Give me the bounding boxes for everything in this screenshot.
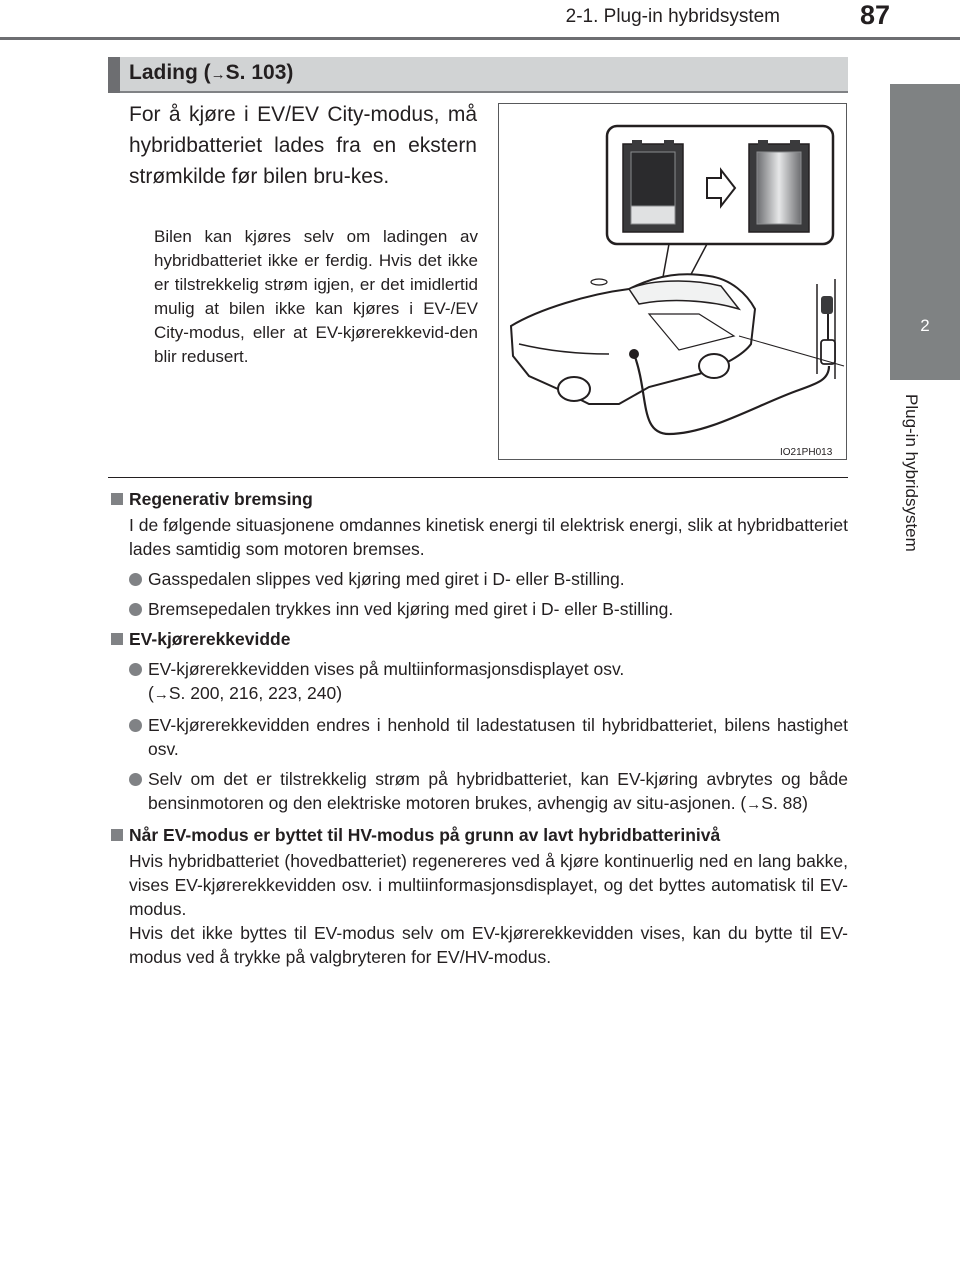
front-wheel — [558, 377, 590, 401]
page-number: 87 — [859, 0, 890, 30]
body-content — [108, 487, 848, 969]
intro-paragraph: For å kjøre i EV/EV City-modus, må hybridbatteriet lades fra en ekstern strømkilde før bilen bru-kes. — [129, 103, 477, 188]
charging-illustration — [498, 103, 847, 460]
subheading-text: Når EV-modus er byttet til HV-modus på grunn av lavt hybridbatterinivå — [129, 825, 721, 845]
reference-arrow-icon: → — [210, 66, 226, 83]
list-item — [108, 767, 848, 817]
section-page-ref[interactable]: S. 103) — [225, 61, 294, 84]
circle-bullet-icon — [129, 573, 142, 586]
paragraph: Hvis hybridbatteriet (hovedbatteriet) regenereres ved å kjøre kontinuerlig ned en lang bakke, vises EV-kjørerekkevidden osv. i multiinformasjonsdisplayet, og det byttes automatisk til EV-modus. — [129, 851, 848, 919]
subheading-ev-range — [108, 627, 848, 651]
page-reference[interactable]: S. 88) — [761, 793, 808, 813]
list-item — [108, 713, 848, 761]
list-item-text: EV-kjørerekkevidden vises på multiinformasjonsdisplayet osv. — [148, 659, 625, 679]
ref-paren: ( — [148, 683, 154, 703]
reference-arrow-icon: → — [153, 686, 169, 703]
reference-arrow-icon: → — [746, 796, 762, 813]
circle-bullet-icon — [129, 663, 142, 676]
circle-bullet-icon — [129, 719, 142, 732]
page-reference[interactable]: S. 200, 216, 223, 240) — [168, 683, 343, 703]
running-header-section: 2-1. Plug-in hybridsystem — [565, 6, 780, 27]
square-bullet-icon — [111, 493, 123, 505]
car-charging-drawing — [499, 104, 846, 459]
intro-note: Bilen kan kjøres selv om ladingen av hybridbatteriet ikke er ferdig. Hvis det ikke er tilstrekkelig strøm igjen, er det imidlertid mulig at bilen ikke kan kjøres i EV-/EV City-modus, eller at EV-kjørerekkevid-den blir redusert. — [154, 227, 478, 366]
list-item — [108, 597, 848, 621]
subheading-text: Regenerativ bremsing — [129, 489, 313, 509]
subheading-regenerative-braking — [108, 487, 848, 511]
subheading-ev-to-hv — [108, 823, 848, 847]
figure-code: IO21PH013 — [780, 447, 833, 458]
list-item-text: EV-kjørerekkevidden endres i henhold til ladestatusen til hybridbatteriet, bilens hastighet osv. — [148, 715, 848, 759]
list-item-text: Gasspedalen slippes ved kjøring med giret i D- eller B-stilling. — [148, 569, 625, 589]
list-item-text: Selv om det er tilstrekkelig strøm på hybridbatteriet, kan EV-kjøring avbrytes og både bensinmotoren og den elektriske motoren brukes, avhengig av situ-asjonen. ( — [148, 769, 848, 813]
circle-bullet-icon — [129, 773, 142, 786]
square-bullet-icon — [111, 829, 123, 841]
paragraph: Hvis det ikke byttes til EV-modus selv om EV-kjørerekkevidden vises, kan du bytte til EV-modus ved å trykke på valgbryteren for EV/HV-modus. — [129, 923, 848, 967]
square-bullet-icon — [111, 633, 123, 645]
wall-outlet — [821, 296, 833, 314]
circle-bullet-icon — [129, 603, 142, 616]
section-title — [129, 61, 293, 85]
section-heading-marker — [108, 57, 120, 93]
chapter-number: 2 — [920, 316, 930, 335]
subheading-text: EV-kjørerekkevidde — [129, 629, 291, 649]
list-item — [108, 657, 848, 707]
header-rule — [0, 37, 960, 40]
list-item — [108, 567, 848, 591]
rear-wheel — [699, 354, 729, 378]
paragraph: I de følgende situasjonene omdannes kinetisk energi til elektrisk energi, slik at hybridbatteriet lades samtidig som motoren bremses. — [129, 515, 848, 559]
section-title-text: Lading ( — [129, 61, 211, 84]
section-divider — [108, 477, 848, 478]
list-item-text: Bremsepedalen trykkes inn ved kjøring med giret i D- eller B-stilling. — [148, 599, 674, 619]
chapter-label: Plug-in hybridsystem — [902, 394, 921, 552]
